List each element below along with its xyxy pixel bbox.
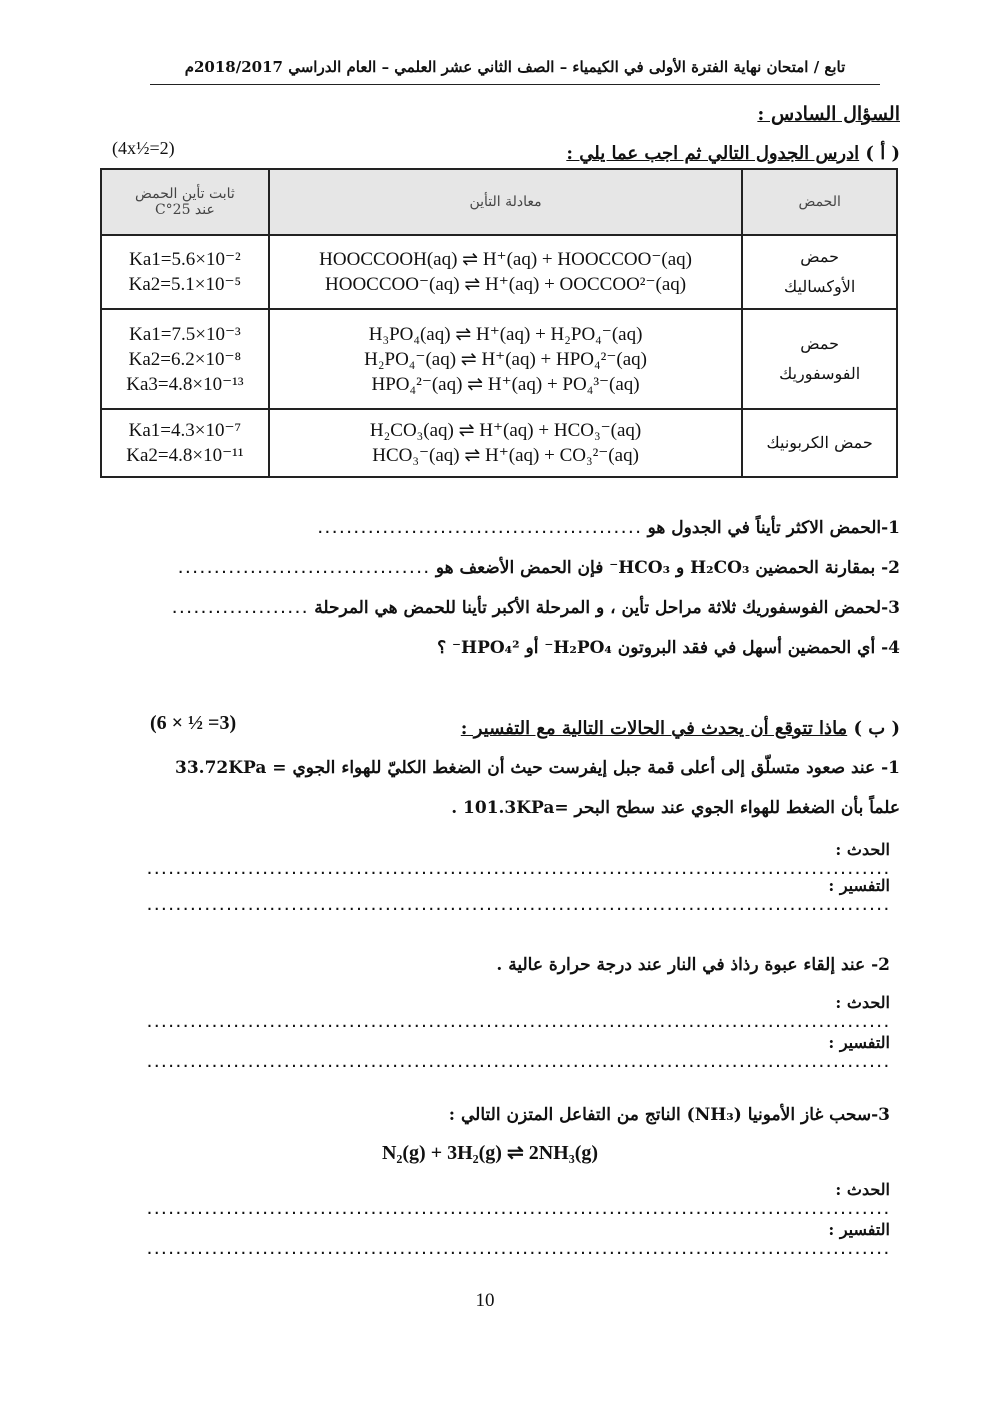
question-a1	[100, 518, 900, 538]
header-constant-line1: ثابت تأين الحمض	[134, 186, 235, 202]
event-answer[interactable]: .......................................................................................................	[145, 1016, 890, 1030]
table-row	[101, 309, 897, 409]
event-answer[interactable]: .......................................................................................................	[145, 863, 890, 877]
part-b-marks: (6 × ½ =3)	[150, 712, 237, 734]
explanation-label: التفسير :	[828, 876, 890, 895]
ka-value: Ka1=4.3×10⁻⁷	[128, 420, 242, 441]
question-a4	[100, 638, 900, 658]
part-a-heading	[440, 143, 900, 164]
acid-table	[100, 168, 898, 478]
header-divider	[150, 84, 880, 85]
table-row	[101, 409, 897, 477]
ka-value: Ka2=5.1×10⁻⁵	[128, 274, 242, 295]
explanation-answer[interactable]: .......................................................................................................	[145, 1243, 890, 1257]
ka-value: Ka3=4.8×10⁻¹³	[126, 373, 244, 395]
case2-line1: 2- عند إلقاء عبوة رذاذ في النار عند درجة حرارة عالية .	[496, 955, 890, 975]
event-label: الحدث :	[835, 840, 890, 859]
part-a-marks: (4x½=2)	[112, 138, 175, 158]
ka-value: Ka1=7.5×10⁻³	[129, 323, 241, 345]
case3-explanation	[100, 1220, 890, 1258]
page-number: 10	[475, 1290, 495, 1311]
answer-dots[interactable]: ...................	[171, 602, 309, 616]
event-label: الحدث :	[835, 1180, 890, 1199]
equation: HCO₃⁻(aq) ⇌ H⁺(aq) + CO₃²⁻(aq)	[372, 445, 639, 466]
part-b-heading	[400, 718, 900, 739]
acid-cell	[742, 409, 897, 477]
event-label: الحدث :	[835, 993, 890, 1012]
equation: HPO₄²⁻(aq) ⇌ H⁺(aq) + PO₄³⁻(aq)	[371, 373, 640, 395]
constant-cell	[101, 235, 269, 309]
equation-cell	[269, 235, 743, 309]
part-a-prefix: ( أ )	[865, 143, 900, 164]
case3-line1: 3-سحب غاز الأمونيا (NH₃) الناتج من التفاعل المتزن التالي :	[448, 1105, 890, 1125]
equation-cell	[269, 309, 743, 409]
acid-name-line2: الفوسفوريك	[779, 364, 861, 383]
acid-cell	[742, 235, 897, 309]
equation: HOOCCOO⁻(aq) ⇌ H⁺(aq) + OOCCOO²⁻(aq)	[325, 274, 687, 295]
ka-value: Ka1=5.6×10⁻²	[129, 249, 241, 270]
acid-name-line2: الأوكساليك	[784, 277, 856, 296]
question-text: 4- أي الحمضين أسهل في فقد البروتون H₂PO₄⁻ أو HPO₄²⁻ ؟	[437, 638, 900, 658]
constant-cell	[101, 409, 269, 477]
explanation-label: التفسير :	[828, 1220, 890, 1239]
acid-cell	[742, 309, 897, 409]
acid-name-line1: حمض الكربونيك	[766, 433, 873, 452]
header-equation: معادلة التأين	[269, 169, 743, 235]
case1-line1: 1- عند صعود متسلّق إلى أعلى قمة جبل إيفرست حيث أن الضغط الكليّ للهواء الجوي = 33.72KPa	[175, 758, 900, 778]
header-constant	[101, 169, 269, 235]
page-header: تابع / امتحان نهاية الفترة الأولى في الكيمياء – الصف الثاني عشر العلمي – العام الدراسي 2018/2017م	[184, 58, 846, 76]
part-a-instruction: ادرس الجدول التالي ثم اجب عما يلي :	[566, 143, 860, 164]
question-a2	[100, 558, 900, 578]
explanation-answer[interactable]: .......................................................................................................	[145, 899, 890, 913]
acid-name-line1: حمض	[800, 334, 840, 353]
question-text: 3-لحمض الفوسفوريك ثلاثة مراحل تأين ، و المرحلة الأكبر تأينا للحمض هي المرحلة	[314, 598, 900, 618]
constant-cell	[101, 309, 269, 409]
equation: H₂PO₄⁻(aq) ⇌ H⁺(aq) + HPO₄²⁻(aq)	[364, 348, 647, 370]
case2-explanation	[100, 1033, 890, 1071]
equation-cell	[269, 409, 743, 477]
header-acid: الحمض	[742, 169, 897, 235]
answer-dots[interactable]: .............................................	[316, 522, 642, 536]
ka-value: Ka2=4.8×10⁻¹¹	[126, 445, 244, 466]
question-a3	[100, 598, 900, 618]
part-b-instruction: ماذا تتوقع أن يحدث في الحالات التالية مع التفسير :	[460, 718, 848, 739]
equation: H₃PO₄(aq) ⇌ H⁺(aq) + H₂PO₄⁻(aq)	[368, 323, 643, 345]
answer-dots[interactable]: ...................................	[177, 562, 430, 576]
case1-explanation	[100, 876, 890, 914]
case2-event	[100, 993, 890, 1031]
equation: H₂CO₃(aq) ⇌ H⁺(aq) + HCO₃⁻(aq)	[369, 420, 642, 441]
acid-name-line1: حمض	[800, 247, 840, 266]
question-text: 2- بمقارنة الحمضين H₂CO₃ و HCO₃⁻ فإن الحمض الأضعف هو	[435, 558, 900, 578]
question-text: 1-الحمض الاكثر تأيناً في الجدول هو	[647, 518, 900, 538]
table-header-row	[101, 169, 897, 235]
haber-equation: N₂(g) + 3H₂(g) ⇌ 2NH₃(g)	[381, 1142, 599, 1164]
case3-event	[100, 1180, 890, 1218]
case1-line2: علماً بأن الضغط للهواء الجوي عند سطح البحر =101.3KPa .	[451, 798, 900, 818]
table-row	[101, 235, 897, 309]
explanation-label: التفسير :	[828, 1033, 890, 1052]
part-b-prefix: ( ب )	[853, 718, 900, 739]
equation: HOOCCOOH(aq) ⇌ H⁺(aq) + HOOCCOO⁻(aq)	[319, 249, 692, 270]
header-constant-line2: عند 25°C	[154, 202, 215, 218]
case1-event	[100, 840, 890, 878]
ka-value: Ka2=6.2×10⁻⁸	[128, 348, 242, 370]
explanation-answer[interactable]: .......................................................................................................	[145, 1056, 890, 1070]
event-answer[interactable]: .......................................................................................................	[145, 1203, 890, 1217]
question-title: السؤال السادس :	[757, 103, 900, 125]
